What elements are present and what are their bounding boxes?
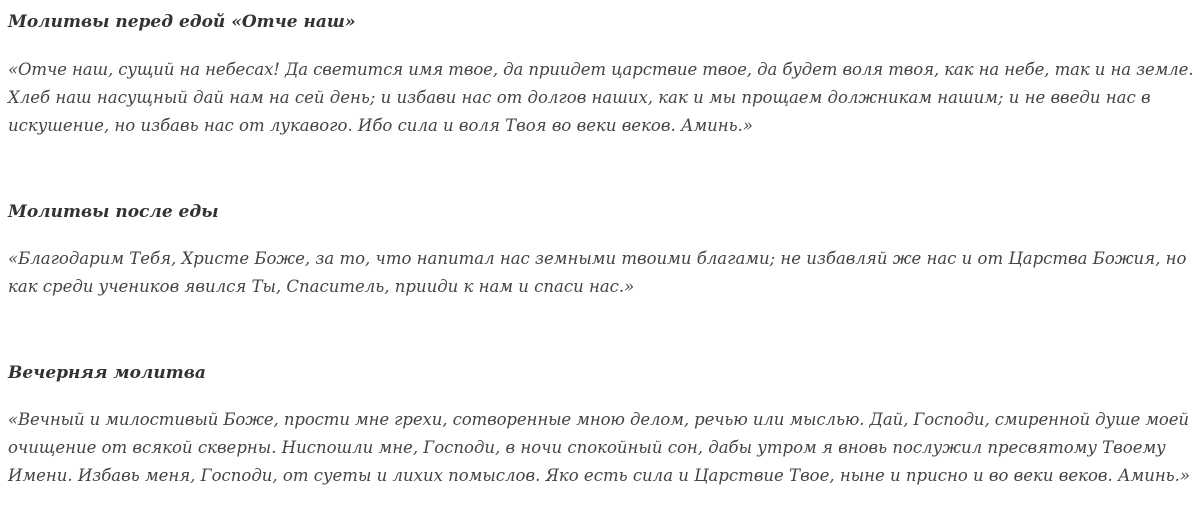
section-heading-after-meal: Молитвы после еды: [8, 202, 219, 222]
prayer-line: «Вечный и милостивый Боже, прости мне грехи, сотворенные мною делом, речью или мыслью. Дай, Господи, смиренной душе моей: [8, 410, 1189, 429]
prayer-line: как среди учеников явился Ты, Спаситель, прииди к нам и спаси нас.»: [8, 277, 635, 296]
prayer-line: Хлеб наш насущный дай нам на сей день; и избави нас от долгов наших, как и мы прощаем должникам нашим; и не введи нас в: [8, 88, 1151, 107]
prayer-text-after-meal: [8, 245, 1194, 301]
section-heading-evening: Вечерняя молитва: [8, 363, 206, 383]
prayer-line: «Благодарим Тебя, Христе Боже, за то, что напитал нас земными твоими благами; не избавляй же нас и от Царства Божия, но: [8, 249, 1187, 268]
prayer-text-evening: [8, 406, 1194, 490]
prayer-text-our-father: [8, 56, 1194, 140]
prayer-line: искушение, но избавь нас от лукавого. Ибо сила и воля Твоя во веки веков. Аминь.»: [8, 116, 753, 135]
prayer-line: очищение от всякой скверны. Ниспошли мне, Господи, в ночи спокойный сон, дабы утром я вновь послужил пресвятому Твоему: [8, 438, 1166, 457]
prayer-line: Имени. Избавь меня, Господи, от суеты и лихих помыслов. Яко есть сила и Царствие Твое, ныне и присно и во веки веков. Аминь.»: [8, 466, 1191, 485]
prayer-line: «Отче наш, сущий на небесах! Да светится имя твое, да приидет царствие твое, да будет воля твоя, как на небе, так и на земле.: [8, 60, 1194, 79]
section-heading-before-meal: Молитвы перед едой «Отче наш»: [8, 12, 356, 32]
